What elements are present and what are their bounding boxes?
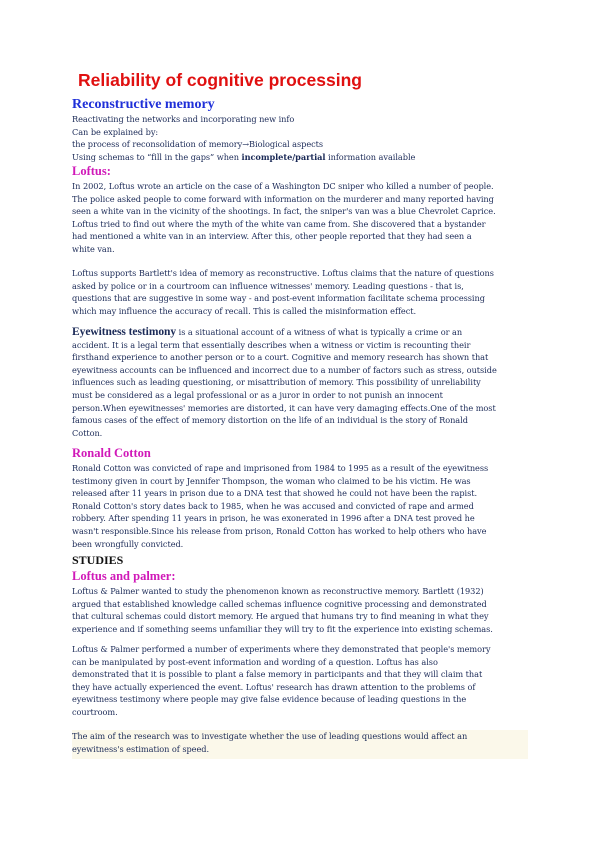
paragraph-line: Loftus & Palmer performed a number of experiments where they demonstrated that people's memory: [72, 644, 491, 654]
paragraph-line: eyewitness accounts can be influenced and incorrect due to a number of factors such as stress, outside: [72, 364, 497, 375]
paragraph-line: that cultural schemas could distort memory. He argued that humans try to find meaning in what they: [72, 611, 489, 622]
paragraph-line: they have actually experienced the event. Loftus' research has drawn attention to the problems of: [72, 681, 476, 692]
paragraph-line: famous cases of the effect of memory distortion on the life of an individual is the story of Ronald: [72, 415, 468, 426]
ronald-cotton-paragraph: [72, 462, 528, 550]
schema-text-end: information available: [325, 151, 416, 162]
note-line: Can be explained by:: [72, 126, 159, 137]
loftus-heading: Loftus:: [72, 164, 111, 178]
paragraph-line: testimony given in court by Jennifer Thompson, the woman who claimed to be his victim. He was: [72, 475, 471, 486]
paragraph-line: asked by police or in a courtroom can influence witnesses' memory. Leading questions - that is,: [72, 280, 464, 291]
loftus-palmer-paragraph-1: [72, 585, 528, 635]
paragraph-line: courtroom.: [72, 706, 118, 717]
schema-bold-text: incomplete/partial: [241, 151, 326, 162]
schema-note-line: [72, 151, 528, 164]
paragraph-line: Ronald Cotton's story dates back to 1985, when he was accused and convicted of rape and armed: [72, 500, 474, 511]
loftus-paragraph-2: [72, 267, 528, 317]
schema-text: Using schemas to “fill in the gaps” when: [72, 151, 242, 162]
paragraph-line: The police asked people to come forward with information on the murderer and many reported having: [72, 193, 494, 204]
paragraph-line: experience and if something seems unfamiliar they will try to fit the experience into existing schemas.: [72, 623, 493, 634]
studies-heading: STUDIES: [72, 553, 124, 567]
eyewitness-term: Eyewitness testimony: [72, 326, 177, 338]
loftus-palmer-heading: Loftus and palmer:: [72, 569, 176, 583]
paragraph-line: white van.: [72, 243, 115, 254]
loftus-paragraph-1: [72, 180, 528, 256]
paragraph-line: must be considered as a legal professional or as a juror in order to not punish an innocent: [72, 389, 443, 400]
reconstructive-memory-heading: Reconstructive memory: [72, 97, 215, 112]
paragraph-line: been wrongfully convicted.: [72, 538, 184, 549]
paragraph-line: released after 11 years in prison due to a DNA test that showed he could not have been the rapist.: [72, 488, 478, 499]
paragraph-line: In 2002, Loftus wrote an article on the case of a Washington DC sniper who killed a number of people.: [72, 181, 494, 191]
paragraph-line: accident. It is a legal term that essentially describes when a witness or victim is recounting their: [72, 339, 471, 350]
paragraph-line: robbery. After spending 11 years in prison, he was exonerated in 1996 after a DNA test proved he: [72, 513, 475, 524]
paragraph-line: firsthand experience to another person or to a court. Cognitive and memory research has shown that: [72, 352, 489, 363]
eyewitness-first-line: [72, 326, 528, 339]
paragraph-line: Loftus tried to find out where the myth of the white van came from. She discovered that a bystander: [72, 218, 486, 229]
paragraph-line: wasn't responsible.Since his release from prison, Ronald Cotton has worked to help others who have: [72, 525, 487, 536]
paragraph-line: person.When eyewitnesses' memories are distorted, it can have very damaging effects.One of the most: [72, 402, 496, 413]
paragraph-line: Loftus supports Bartlett's idea of memory as reconstructive. Loftus claims that the nature of questions: [72, 268, 494, 278]
loftus-palmer-paragraph-2: [72, 643, 528, 719]
page-title: Reliability of cognitive processing: [78, 70, 362, 90]
paragraph-line: can be manipulated by post-event information and wording of a question. Loftus has also: [72, 656, 438, 667]
paragraph-line: argued that established knowledge called schemas influence cognitive processing and demonstrated: [72, 598, 487, 609]
paragraph-line: questions that are suggestive in some way - and post-event information facilitate schema processing: [72, 293, 485, 304]
reconstructive-memory-notes: [72, 113, 528, 163]
note-line: the process of reconsolidation of memory→Biological aspects: [72, 139, 324, 150]
paragraph-line: which may influence the accuracy of recall. This is called the misinformation effect.: [72, 305, 417, 316]
eyewitness-first-line-rest: is a situational account of a witness of what is typically a crime or an: [176, 327, 463, 337]
paragraph-line: Ronald Cotton was convicted of rape and imprisoned from 1984 to 1995 as a result of the eyewitness: [72, 463, 489, 473]
paragraph-line: demonstrated that it is possible to plant a false memory in participants and that they will claim that: [72, 669, 483, 680]
note-line: Reactivating the networks and incorporating new info: [72, 114, 295, 124]
paragraph-line: influences such as leading questioning, or misattribution of memory. This possibility of unreliability: [72, 377, 481, 388]
paragraph-line: The aim of the research was to investigate whether the use of leading questions would affect an: [72, 731, 468, 741]
paragraph-line: eyewitness's estimation of speed.: [72, 743, 210, 754]
ronald-cotton-heading: Ronald Cotton: [72, 446, 151, 460]
paragraph-line: Loftus & Palmer wanted to study the phenomenon known as reconstructive memory. Bartlett (1932): [72, 586, 484, 596]
paragraph-line: Cotton.: [72, 427, 103, 438]
paragraph-line: eyewitness testimony where people may give false evidence because of leading questions in the: [72, 694, 467, 705]
paragraph-line: had mentioned a white van in an interview. After this, other people reported that they had seen a: [72, 231, 472, 242]
loftus-palmer-aim-paragraph: [72, 730, 528, 759]
eyewitness-paragraph: [72, 326, 528, 439]
paragraph-line: seen a white van in the vicinity of the shootings. In fact, the sniper's van was a blue Chevrolet Caprice.: [72, 206, 496, 217]
